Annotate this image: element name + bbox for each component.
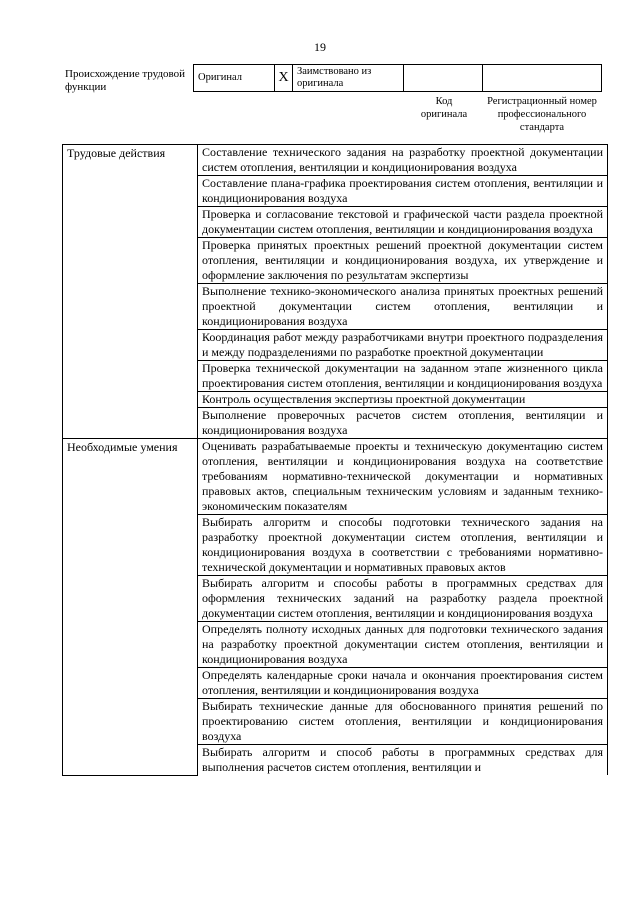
reg-caption: Регистрационный номер профессионального стандарта (487, 96, 597, 133)
original-mark: X (275, 65, 293, 92)
page-number: 19 (314, 40, 326, 54)
skill-item: Определять полноту исходных данных для подготовки технического задания на разработку проектной документации систем отопления, вентиляции и кондиционирования воздуха (198, 622, 608, 668)
labor-action-item: Координация работ между разработчиками внутри проектного подразделения и между подразделениями по разработке проектной документации (198, 330, 608, 361)
labor-actions-label: Трудовые действия (63, 145, 198, 439)
labor-action-item: Контроль осуществления экспертизы проектной документации (198, 392, 608, 408)
table-row (63, 439, 608, 515)
labor-action-item: Составление плана-графика проектирования систем отопления, вентиляции и кондиционирования воздуха (198, 176, 608, 207)
function-table (62, 144, 608, 776)
original-cell: Оригинал (194, 65, 275, 92)
table-row (63, 145, 608, 176)
labor-action-item: Проверка технической документации на заданном этапе жизненного цикла проектирования систем отопления, вентиляции и кондиционирования воздуха (198, 361, 608, 392)
reg-number-cell (483, 65, 602, 92)
labor-action-item: Проверка принятых проектных решений проектной документации систем отопления, вентиляции и кондиционирования воздуха, их утверждение и оформление заключения по результатам экспертизы (198, 238, 608, 284)
labor-action-item: Выполнение проверочных расчетов систем отопления, вентиляции и кондиционирования воздуха (198, 408, 608, 439)
origin-table (193, 64, 602, 92)
skill-item: Оценивать разрабатываемые проекты и техническую документацию систем отопления, вентиляции и кондиционирования воздуха на соответствие требованиям нормативно-технической документации и нормативных правовых актов, специальным техническим условиям и заданным технико-экономическим показателям (198, 439, 608, 515)
code-cell (404, 65, 483, 92)
skill-item: Выбирать алгоритм и способы подготовки технического задания на разработку проектной документации систем отопления, вентиляции и кондиционирования воздуха в соответствии с требованиями нормативно-технической документации и нормативных правовых актов (198, 515, 608, 576)
skill-item: Выбирать алгоритм и способы работы в программных средствах для оформления технических заданий на разработку раздела проектной документации систем отопления, вентиляции и кондиционирования воздуха (198, 576, 608, 622)
code-caption: Код оригинала (420, 96, 468, 120)
labor-action-item: Проверка и согласование текстовой и графической части раздела проектной документации систем отопления, вентиляции и кондиционирования воздуха (198, 207, 608, 238)
origin-label: Происхождение трудовой функции (65, 68, 186, 93)
labor-action-item: Составление технического задания на разработку проектной документации систем отопления, вентиляции и кондиционирования воздуха (198, 145, 608, 176)
skill-item: Выбирать технические данные для обоснованного принятия решений по проектированию систем отопления, вентиляции и кондиционирования воздуха (198, 699, 608, 745)
borrowed-cell: Заимствовано из оригинала (293, 65, 404, 92)
labor-action-item: Выполнение технико-экономического анализа принятых проектных решений проектной документации систем отопления, вентиляции и кондиционирования воздуха (198, 284, 608, 330)
skill-item: Определять календарные сроки начала и окончания проектирования систем отопления, вентиляции и кондиционирования воздуха (198, 668, 608, 699)
skills-label: Необходимые умения (63, 439, 198, 776)
skill-item: Выбирать алгоритм и способ работы в программных средствах для выполнения расчетов систем отопления, вентиляции и (198, 745, 608, 776)
